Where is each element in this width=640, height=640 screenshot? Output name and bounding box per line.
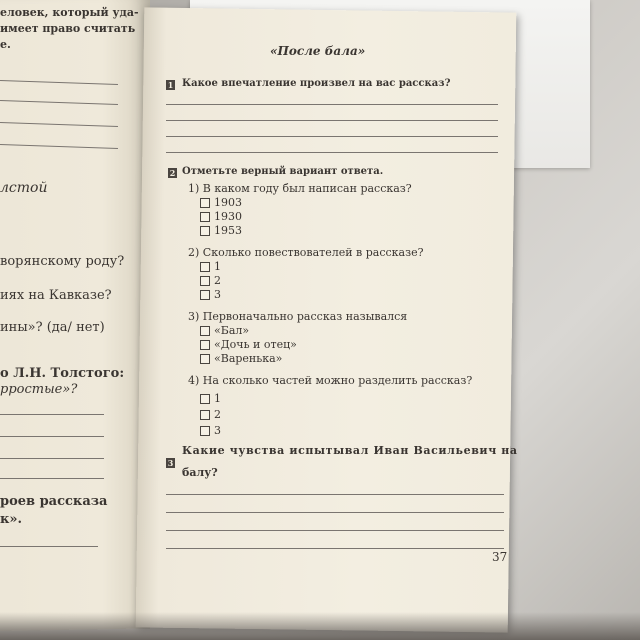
question-number-badge: 2 [169, 168, 176, 178]
checkbox[interactable] [200, 340, 210, 350]
option-label: 1930 [214, 210, 242, 223]
left-line: еловек, который уда- [0, 6, 139, 19]
checkbox[interactable] [200, 198, 210, 208]
left-answer-line [0, 436, 104, 437]
checkbox[interactable] [200, 212, 210, 222]
left-line: имеет право считать [0, 22, 136, 35]
question-2-text: Отметьте верный вариант ответа. [182, 166, 384, 177]
checkbox[interactable] [200, 290, 210, 300]
page-number: 37 [492, 550, 508, 564]
question-number-badge: 1 [167, 80, 174, 90]
left-line: ины»? (да/ нет) [0, 320, 105, 335]
answer-line [166, 152, 498, 153]
subquestion-text: 1) В каком году был написан рассказ? [188, 182, 412, 195]
question-number-badge: 3 [167, 458, 174, 468]
left-line: к». [0, 512, 23, 527]
subquestion-text: 4) На сколько частей можно разделить рассказ? [188, 374, 473, 387]
answer-line [166, 512, 504, 513]
checkbox[interactable] [200, 394, 210, 404]
checkbox[interactable] [200, 354, 210, 364]
left-answer-line [0, 458, 104, 459]
answer-line [166, 136, 498, 137]
answer-line [166, 548, 504, 549]
option-label: «Дочь и отец» [214, 338, 297, 351]
question-3-text: Какие чувства испытывал Иван Васильевич на [182, 444, 518, 457]
checkbox[interactable] [200, 262, 210, 272]
left-answer-line [0, 414, 104, 415]
question-1-text: Какое впечатление произвел на вас рассказ? [182, 78, 451, 89]
option-label: 3 [214, 424, 221, 437]
left-line: роев рассказа [0, 494, 108, 509]
option-label: 1 [214, 392, 221, 405]
checkbox[interactable] [200, 410, 210, 420]
left-line: ворянскому роду? [0, 254, 125, 269]
checkbox[interactable] [200, 276, 210, 286]
left-line: лстой [0, 180, 48, 196]
option-label: «Варенька» [214, 352, 283, 365]
left-answer-line [0, 546, 98, 547]
checkbox[interactable] [200, 426, 210, 436]
answer-line [166, 494, 504, 495]
question-3-text: балу? [182, 466, 218, 479]
subquestion-text: 2) Сколько повествователей в рассказе? [188, 246, 424, 259]
answer-line [166, 104, 498, 105]
option-label: 1903 [214, 196, 242, 209]
left-line: о Л.Н. Толстого: [0, 366, 125, 381]
option-label: 3 [214, 288, 221, 301]
checkbox[interactable] [200, 326, 210, 336]
option-label: 2 [214, 274, 221, 287]
option-label: «Бал» [214, 324, 250, 337]
left-page [0, 0, 150, 632]
page-title: «После бала» [270, 44, 366, 58]
left-line: иях на Кавказе? [0, 288, 112, 303]
option-label: 2 [214, 408, 221, 421]
subquestion-text: 3) Первоначально рассказ назывался [188, 310, 408, 323]
answer-line [166, 120, 498, 121]
option-label: 1 [214, 260, 221, 273]
option-label: 1953 [214, 224, 242, 237]
checkbox[interactable] [200, 226, 210, 236]
answer-line [166, 530, 504, 531]
bottom-shadow [0, 612, 640, 640]
left-line: рростые»? [0, 382, 78, 397]
left-line: е. [0, 38, 11, 51]
left-answer-line [0, 478, 104, 479]
